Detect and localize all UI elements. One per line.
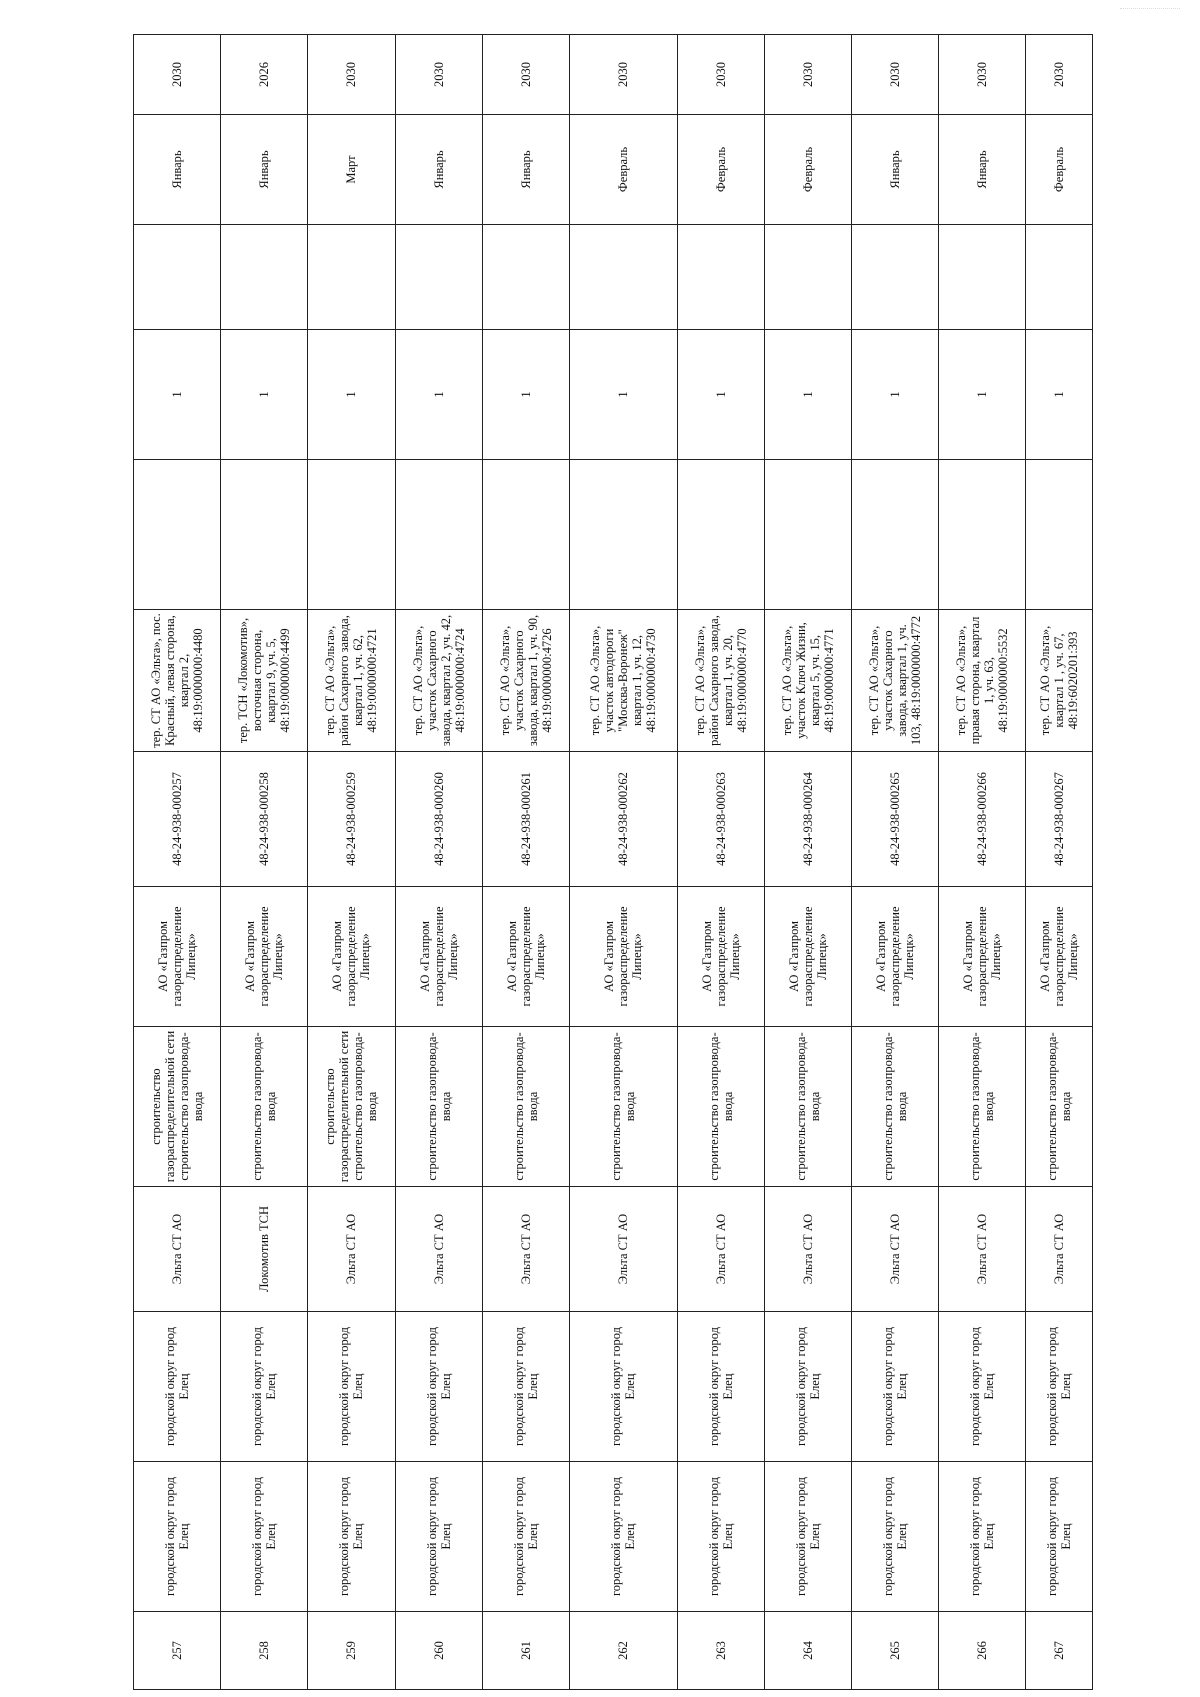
address-cell: тер. СТ АО «Эльта», район Сахарного завода, квартал 1, уч. 62, 48:19:0000000:4721 <box>308 610 395 752</box>
row-number-cell: 264 <box>764 1612 851 1690</box>
organization-cell: Эльта СТ АО <box>677 1187 764 1312</box>
empty-cell <box>308 225 395 330</box>
organization-cell: Эльта СТ АО <box>308 1187 395 1312</box>
row-number-cell: 262 <box>569 1612 677 1690</box>
empty-cell <box>677 460 764 610</box>
table-row <box>134 35 221 1690</box>
empty-cell <box>395 225 482 330</box>
table-row <box>569 35 677 1690</box>
operator-cell: АО «Газпром газораспределение Липецк» <box>395 887 482 1027</box>
year-cell: 2030 <box>134 35 221 115</box>
table-row <box>482 35 569 1690</box>
year-cell: 2026 <box>221 35 308 115</box>
work-type-cell: строительство газораспределительной сети строительство газопровода-ввода <box>308 1027 395 1187</box>
object-code-cell: 48-24-938-000266 <box>939 752 1026 887</box>
month-cell: Январь <box>852 115 939 225</box>
object-code-cell: 48-24-938-000262 <box>569 752 677 887</box>
count-cell: 1 <box>308 330 395 460</box>
organization-cell: Эльта СТ АО <box>395 1187 482 1312</box>
month-cell: Январь <box>221 115 308 225</box>
object-code-cell: 48-24-938-000261 <box>482 752 569 887</box>
year-cell: 2030 <box>764 35 851 115</box>
table-row <box>852 35 939 1690</box>
year-cell: 2030 <box>482 35 569 115</box>
address-cell: тер. СТ АО «Эльта», район Сахарного завода, квартал 1, уч. 20, 48:19:0000000:4770 <box>677 610 764 752</box>
work-type-cell: строительство газопровода-ввода <box>569 1027 677 1187</box>
empty-cell <box>939 460 1026 610</box>
operator-cell: АО «Газпром газораспределение Липецк» <box>134 887 221 1027</box>
address-cell: тер. СТ АО «Эльта», участок автодороги "Москва-Воронеж" квартал 1, уч. 12, 48:19:0000000:4730 <box>569 610 677 752</box>
operator-cell: АО «Газпром газораспределение Липецк» <box>221 887 308 1027</box>
municipality-cell: городской округ город Елец <box>482 1462 569 1612</box>
count-cell: 1 <box>764 330 851 460</box>
empty-cell <box>134 225 221 330</box>
year-cell: 2030 <box>395 35 482 115</box>
month-cell: Январь <box>939 115 1026 225</box>
empty-cell <box>482 225 569 330</box>
settlement-cell: городской округ город Елец <box>482 1312 569 1462</box>
gasification-schedule-table <box>133 34 1093 1690</box>
organization-cell: Эльта СТ АО <box>482 1187 569 1312</box>
count-cell: 1 <box>221 330 308 460</box>
address-cell: тер. СТ АО «Эльта», участок Ключ Жизни, квартал 5, уч. 15, 48:19:0000000:4771 <box>764 610 851 752</box>
municipality-cell: городской округ город Елец <box>221 1462 308 1612</box>
address-cell: тер. СТ АО «Эльта», участок Сахарного завода, квартал 2, уч. 42, 48:19:0000000:4724 <box>395 610 482 752</box>
object-code-cell: 48-24-938-000257 <box>134 752 221 887</box>
address-cell: тер. СТ АО «Эльта», участок Сахарного завода, квартал 1, уч. 90, 48:19:0000000:4726 <box>482 610 569 752</box>
year-cell: 2030 <box>852 35 939 115</box>
object-code-cell: 48-24-938-000264 <box>764 752 851 887</box>
municipality-cell: городской округ город Елец <box>939 1462 1026 1612</box>
scan-artifact <box>1120 8 1180 15</box>
municipality-cell: городской округ город Елец <box>764 1462 851 1612</box>
year-cell: 2030 <box>569 35 677 115</box>
count-cell: 1 <box>134 330 221 460</box>
settlement-cell: городской округ город Елец <box>764 1312 851 1462</box>
empty-cell <box>482 460 569 610</box>
year-cell: 2030 <box>308 35 395 115</box>
year-cell: 2030 <box>939 35 1026 115</box>
row-number-cell: 265 <box>852 1612 939 1690</box>
work-type-cell: строительство газопровода-ввода <box>677 1027 764 1187</box>
work-type-cell: строительство газопровода-ввода <box>764 1027 851 1187</box>
municipality-cell: городской округ город Елец <box>569 1462 677 1612</box>
year-cell: 2030 <box>677 35 764 115</box>
table-row <box>939 35 1026 1690</box>
operator-cell: АО «Газпром газораспределение Липецк» <box>677 887 764 1027</box>
row-number-cell: 258 <box>221 1612 308 1690</box>
object-code-cell: 48-24-938-000267 <box>1026 752 1093 887</box>
empty-cell <box>221 460 308 610</box>
month-cell: Январь <box>482 115 569 225</box>
month-cell: Февраль <box>1026 115 1093 225</box>
row-number-cell: 263 <box>677 1612 764 1690</box>
month-cell: Январь <box>134 115 221 225</box>
row-number-cell: 266 <box>939 1612 1026 1690</box>
municipality-cell: городской округ город Елец <box>852 1462 939 1612</box>
empty-cell <box>1026 460 1093 610</box>
empty-cell <box>939 225 1026 330</box>
table-row <box>1026 35 1093 1690</box>
municipality-cell: городской округ город Елец <box>677 1462 764 1612</box>
count-cell: 1 <box>482 330 569 460</box>
organization-cell: Эльта СТ АО <box>939 1187 1026 1312</box>
empty-cell <box>1026 225 1093 330</box>
row-number-cell: 260 <box>395 1612 482 1690</box>
work-type-cell: строительство газораспределительной сети строительство газопровода-ввода <box>134 1027 221 1187</box>
work-type-cell: строительство газопровода-ввода <box>1026 1027 1093 1187</box>
month-cell: Февраль <box>569 115 677 225</box>
month-cell: Январь <box>395 115 482 225</box>
count-cell: 1 <box>677 330 764 460</box>
empty-cell <box>764 225 851 330</box>
operator-cell: АО «Газпром газораспределение Липецк» <box>308 887 395 1027</box>
organization-cell: Эльта СТ АО <box>1026 1187 1093 1312</box>
settlement-cell: городской округ город Елец <box>395 1312 482 1462</box>
municipality-cell: городской округ город Елец <box>308 1462 395 1612</box>
row-number-cell: 257 <box>134 1612 221 1690</box>
work-type-cell: строительство газопровода-ввода <box>221 1027 308 1187</box>
organization-cell: Локомотив ТСН <box>221 1187 308 1312</box>
count-cell: 1 <box>395 330 482 460</box>
organization-cell: Эльта СТ АО <box>764 1187 851 1312</box>
empty-cell <box>569 460 677 610</box>
empty-cell <box>134 460 221 610</box>
row-number-cell: 259 <box>308 1612 395 1690</box>
rotated-table-wrapper <box>133 62 1093 1690</box>
settlement-cell: городской округ город Елец <box>852 1312 939 1462</box>
settlement-cell: городской округ город Елец <box>134 1312 221 1462</box>
row-number-cell: 261 <box>482 1612 569 1690</box>
operator-cell: АО «Газпром газораспределение Липецк» <box>764 887 851 1027</box>
table-row <box>764 35 851 1690</box>
work-type-cell: строительство газопровода-ввода <box>852 1027 939 1187</box>
address-cell: тер. СТ АО «Эльта», пос. Красный, левая сторона, квартал 2, 48:19:0000000:4480 <box>134 610 221 752</box>
object-code-cell: 48-24-938-000258 <box>221 752 308 887</box>
empty-cell <box>395 460 482 610</box>
count-cell: 1 <box>852 330 939 460</box>
object-code-cell: 48-24-938-000260 <box>395 752 482 887</box>
work-type-cell: строительство газопровода-ввода <box>395 1027 482 1187</box>
object-code-cell: 48-24-938-000263 <box>677 752 764 887</box>
empty-cell <box>569 225 677 330</box>
address-cell: тер. СТ АО «Эльта», участок Сахарного завода, квартал 1, уч. 103, 48:19:0000000:4772 <box>852 610 939 752</box>
settlement-cell: городской округ город Елец <box>569 1312 677 1462</box>
settlement-cell: городской округ город Елец <box>677 1312 764 1462</box>
settlement-cell: городской округ город Елец <box>221 1312 308 1462</box>
municipality-cell: городской округ город Елец <box>395 1462 482 1612</box>
operator-cell: АО «Газпром газораспределение Липецк» <box>939 887 1026 1027</box>
address-cell: тер. ТСН «Локомотив», восточная сторона, квартал 9, уч. 5, 48:19:0000000:4499 <box>221 610 308 752</box>
empty-cell <box>308 460 395 610</box>
table-row <box>395 35 482 1690</box>
count-cell: 1 <box>569 330 677 460</box>
month-cell: Февраль <box>677 115 764 225</box>
work-type-cell: строительство газопровода-ввода <box>482 1027 569 1187</box>
empty-cell <box>852 460 939 610</box>
month-cell: Февраль <box>764 115 851 225</box>
operator-cell: АО «Газпром газораспределение Липецк» <box>1026 887 1093 1027</box>
settlement-cell: городской округ город Елец <box>1026 1312 1093 1462</box>
table-row <box>221 35 308 1690</box>
settlement-cell: городской округ город Елец <box>939 1312 1026 1462</box>
object-code-cell: 48-24-938-000265 <box>852 752 939 887</box>
empty-cell <box>852 225 939 330</box>
year-cell: 2030 <box>1026 35 1093 115</box>
organization-cell: Эльта СТ АО <box>569 1187 677 1312</box>
object-code-cell: 48-24-938-000259 <box>308 752 395 887</box>
table-row <box>308 35 395 1690</box>
empty-cell <box>677 225 764 330</box>
row-number-cell: 267 <box>1026 1612 1093 1690</box>
operator-cell: АО «Газпром газораспределение Липецк» <box>569 887 677 1027</box>
empty-cell <box>221 225 308 330</box>
settlement-cell: городской округ город Елец <box>308 1312 395 1462</box>
address-cell: тер. СТ АО «Эльта», квартал 1 , уч. 67, 48:19:6020201:393 <box>1026 610 1093 752</box>
organization-cell: Эльта СТ АО <box>852 1187 939 1312</box>
operator-cell: АО «Газпром газораспределение Липецк» <box>852 887 939 1027</box>
work-type-cell: строительство газопровода-ввода <box>939 1027 1026 1187</box>
count-cell: 1 <box>939 330 1026 460</box>
table-row <box>677 35 764 1690</box>
municipality-cell: городской округ город Елец <box>134 1462 221 1612</box>
empty-cell <box>764 460 851 610</box>
address-cell: тер. СТ АО «Эльта», правая сторона, квартал 1, уч. 63, 48:19:0000000:5532 <box>939 610 1026 752</box>
month-cell: Март <box>308 115 395 225</box>
count-cell: 1 <box>1026 330 1093 460</box>
operator-cell: АО «Газпром газораспределение Липецк» <box>482 887 569 1027</box>
municipality-cell: городской округ город Елец <box>1026 1462 1093 1612</box>
organization-cell: Эльта СТ АО <box>134 1187 221 1312</box>
